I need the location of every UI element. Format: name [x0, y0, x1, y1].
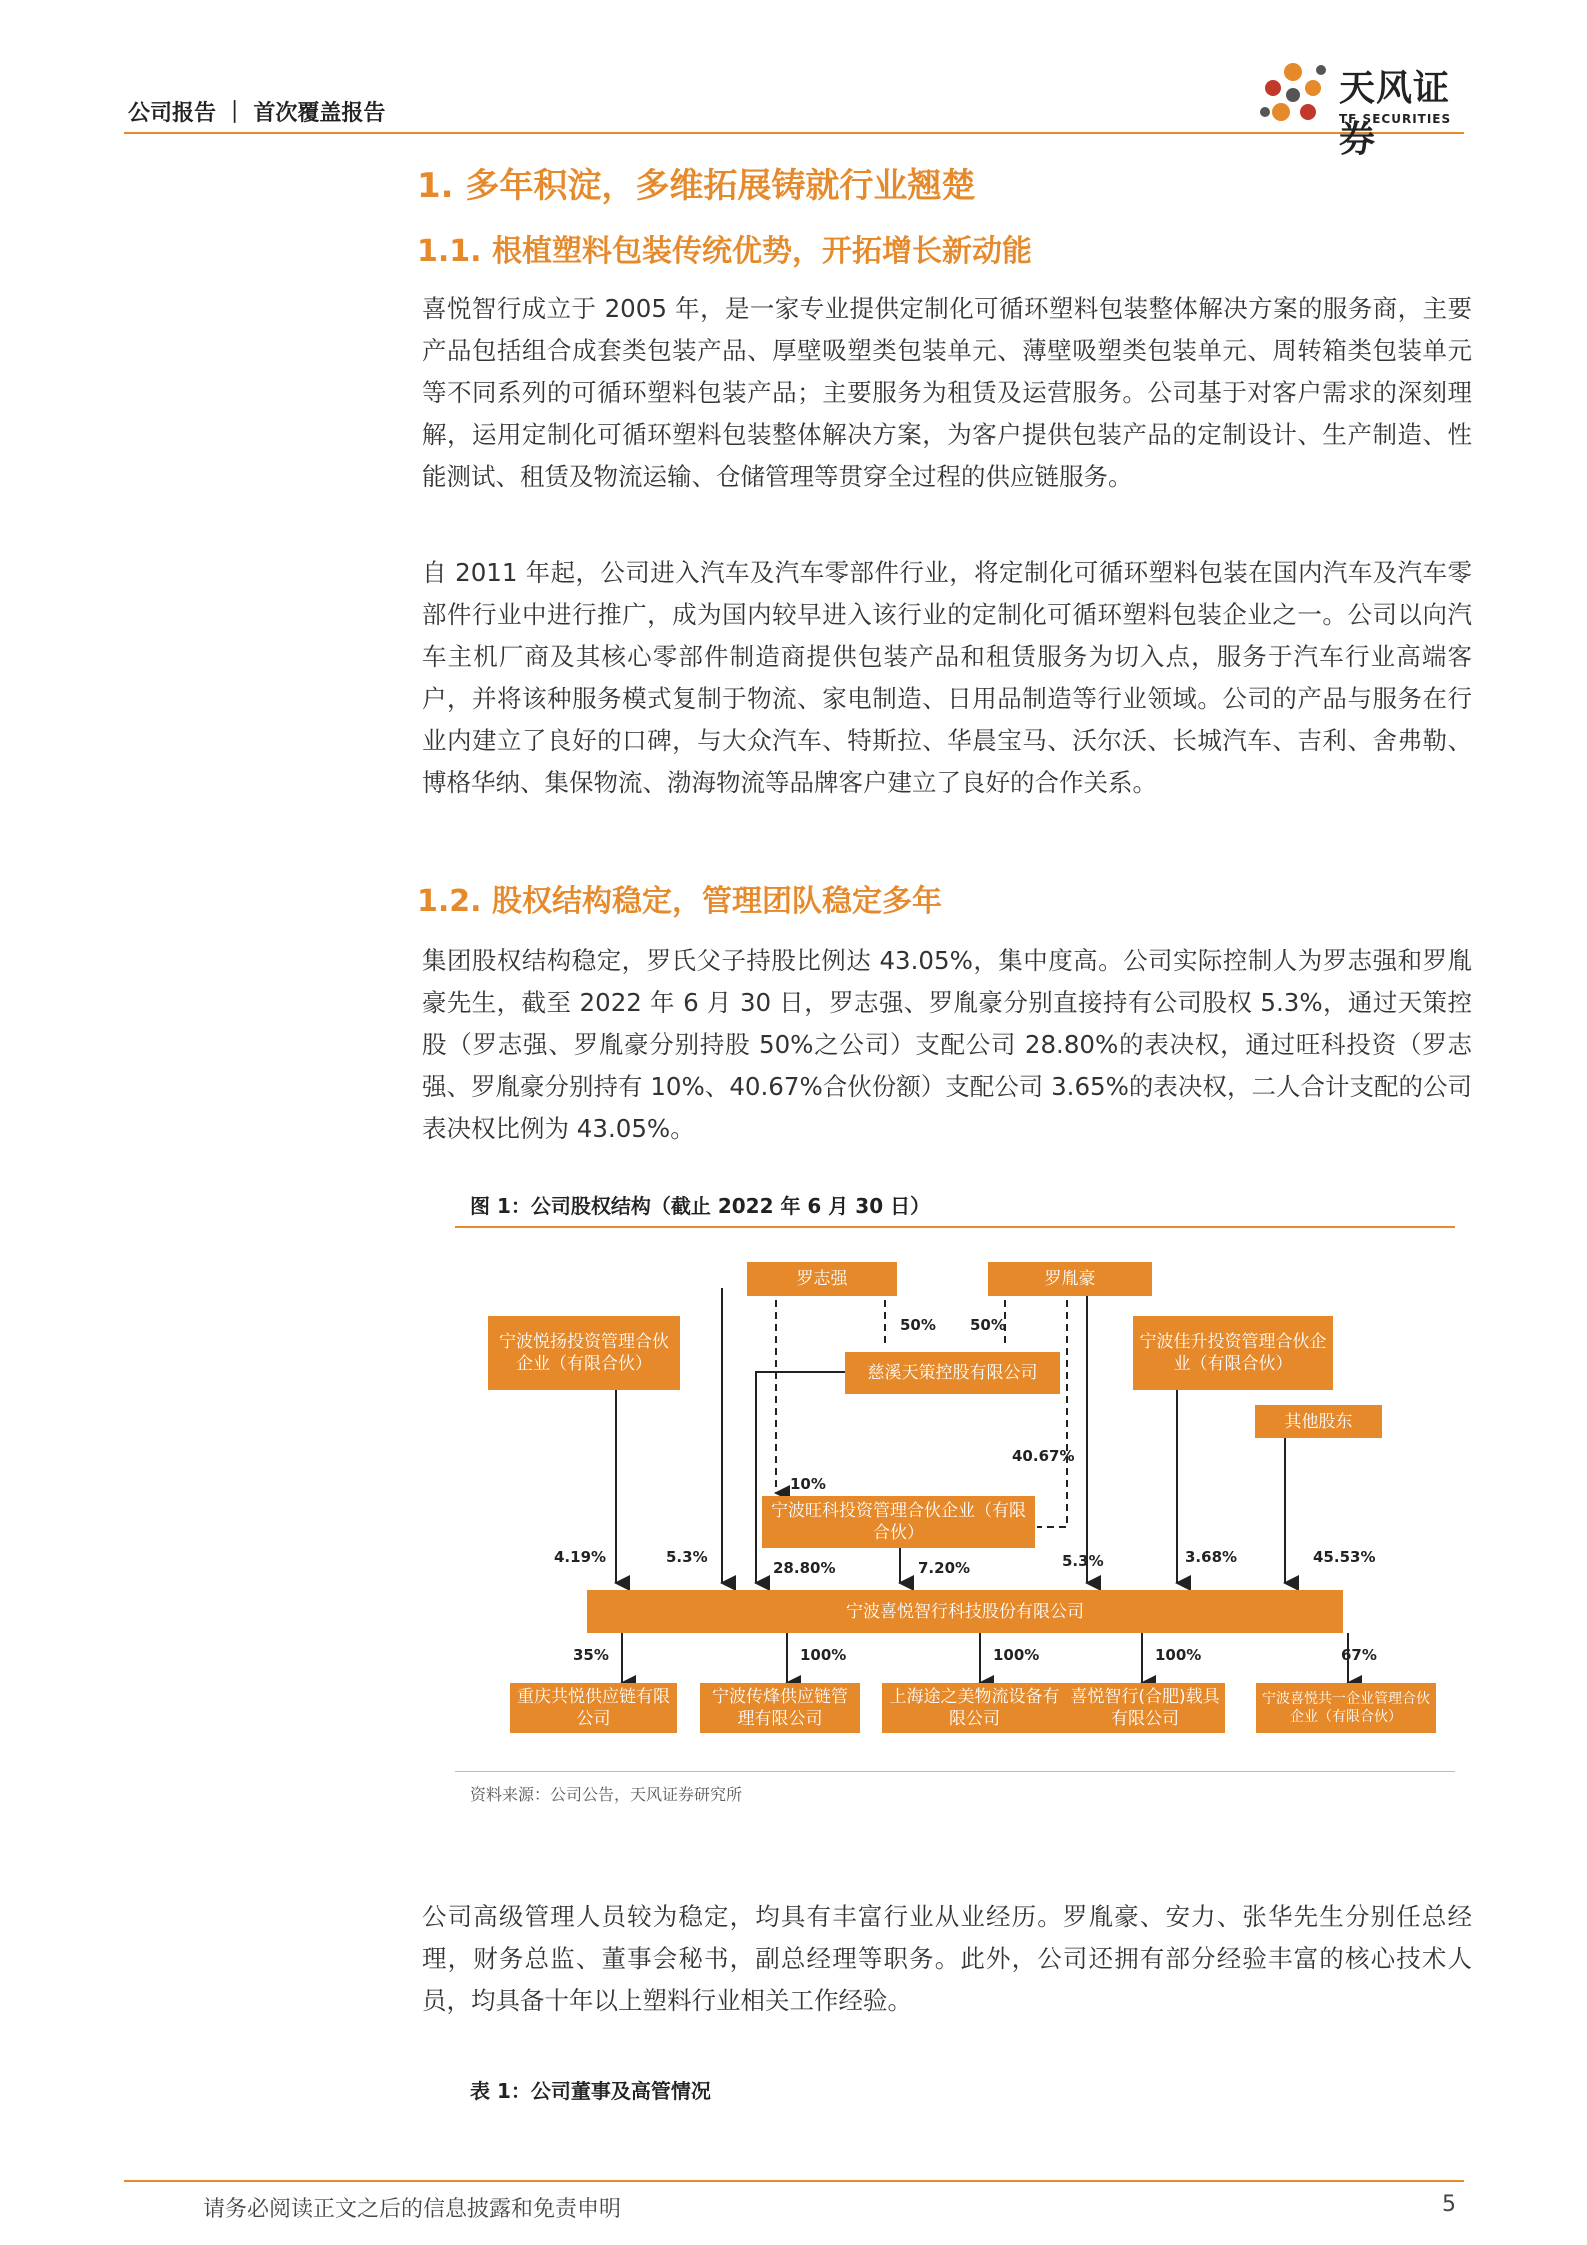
footer-divider: [124, 2180, 1464, 2182]
pct-tiance-luozq: 50%: [900, 1316, 936, 1334]
footer-disclaimer: 请务必阅读正文之后的信息披露和免责申明: [203, 2197, 622, 2222]
pct-sub3: 100%: [993, 1646, 1040, 1664]
pct-luoyh-direct: 5.3%: [1062, 1552, 1104, 1570]
pct-wangke-luoyh: 40.67%: [1012, 1447, 1075, 1465]
subsection-heading-1-2: 1.2. 股权结构稳定，管理团队稳定多年: [417, 884, 942, 919]
subsidiary-ningbo-chuanfeng: 宁波传烽供应链管理有限公司: [700, 1683, 860, 1733]
subsidiary-hefei-zaiju: 喜悦智行(合肥)载具有限公司: [1065, 1683, 1225, 1733]
shareholder-ningbo-wangke: 宁波旺科投资管理合伙企业（有限合伙）: [762, 1496, 1035, 1548]
logo-english-name: TF SECURITIES: [1339, 112, 1452, 126]
report-type: 公司报告 ｜ 首次覆盖报告: [128, 101, 386, 126]
subsection-heading-1-1: 1.1. 根植塑料包装传统优势，开拓增长新动能: [417, 234, 1032, 269]
subsidiary-ningbo-gongyi: 宁波喜悦共一企业管理合伙企业（有限合伙）: [1256, 1683, 1436, 1733]
shareholder-luo-zhiqiang: 罗志强: [747, 1262, 897, 1296]
paragraph-management: 公司高级管理人员较为稳定，均具有丰富行业从业经历。罗胤豪、安力、张华先生分别任总经理，财务总监、董事会秘书，副总经理等职务。此外，公司还拥有部分经验丰富的核心技术人员，均具备十年以上塑料行业相关工作经验。: [422, 1902, 1472, 2015]
pct-yueyang: 4.19%: [554, 1548, 607, 1566]
figure-source: 资料来源：公司公告，天风证券研究所: [470, 1785, 743, 1804]
company-ningbo-xiyue: 宁波喜悦智行科技股份有限公司: [587, 1590, 1343, 1633]
pct-tiance: 28.80%: [773, 1559, 836, 1577]
pct-jiasheng: 3.68%: [1185, 1548, 1238, 1566]
pct-sub1: 35%: [573, 1646, 609, 1664]
paragraph-ownership: 集团股权结构稳定，罗氏父子持股比例达 43.05%，集中度高。公司实际控制人为罗志强和罗胤豪先生，截至 2022 年 6 月 30 日，罗志强、罗胤豪分别直接持有公司股权 5.3%，通过天策控股（罗志强、罗胤豪分别持股 50%之公司）支配公司 28.80%的表决权，通过旺科投资（罗志强、罗胤豪分别持有 10%、40.67%合伙份额）支配公司 3.65%的表决权，二人合计支配的公司表决权比例为 43.05%。: [422, 946, 1472, 1143]
shareholder-ningbo-yueyang: 宁波悦扬投资管理合伙企业（有限合伙）: [488, 1316, 680, 1390]
subsidiary-chongqing-gongyue: 重庆共悦供应链有限公司: [510, 1683, 677, 1733]
pct-sub2: 100%: [800, 1646, 847, 1664]
figure-title: 图 1：公司股权结构（截止 2022 年 6 月 30 日）: [470, 1194, 931, 1218]
pct-wangke-luozq: 10%: [790, 1475, 826, 1493]
flower-logo-icon: [1253, 50, 1333, 140]
pct-luozq-direct: 5.3%: [666, 1548, 708, 1566]
ownership-structure-diagram: [470, 1250, 1450, 1755]
paragraph-company-intro: 喜悦智行成立于 2005 年，是一家专业提供定制化可循环塑料包装整体解决方案的服务商，主要产品包括组合成套类包装产品、厚壁吸塑类包装单元、薄壁吸塑类包装单元、周转箱类包装单元等不同系列的可循环塑料包装产品；主要服务为租赁及运营服务。公司基于对客户需求的深刻理解，运用定制化可循环塑料包装整体解决方案，为客户提供包装产品的定制设计、生产制造、性能测试、租赁及物流运输、仓储管理等贯穿全过程的供应链服务。: [422, 294, 1472, 491]
shareholder-others: 其他股东: [1255, 1405, 1382, 1438]
shareholder-cixi-tiance: 慈溪天策控股有限公司: [845, 1352, 1060, 1394]
subsidiary-shanghai-tuzhimei: 上海途之美物流设备有限公司: [882, 1683, 1067, 1733]
pct-sub5: 67%: [1341, 1646, 1377, 1664]
shareholder-ningbo-jiasheng: 宁波佳升投资管理合伙企业（有限合伙）: [1133, 1316, 1333, 1390]
section-heading-1: 1. 多年积淀，多维拓展铸就行业翘楚: [417, 166, 976, 206]
page-number: 5: [1442, 2192, 1456, 2217]
figure-bottom-rule: [455, 1771, 1455, 1772]
logo-chinese-name: 天风证券: [1339, 68, 1451, 160]
tf-securities-logo: [1253, 50, 1473, 160]
pct-others: 45.53%: [1313, 1548, 1376, 1566]
paragraph-auto-industry: 自 2011 年起，公司进入汽车及汽车零部件行业，将定制化可循环塑料包装在国内汽车及汽车零部件行业中进行推广，成为国内较早进入该行业的定制化可循环塑料包装企业之一。公司以向汽车主机厂商及其核心零部件制造商提供包装产品和租赁服务为切入点，服务于汽车行业高端客户，并将该种服务模式复制于物流、家电制造、日用品制造等行业领域。公司的产品与服务在行业内建立了良好的口碑，与大众汽车、特斯拉、华晨宝马、沃尔沃、长城汽车、吉利、舍弗勒、博格华纳、集保物流、渤海物流等品牌客户建立了良好的合作关系。: [422, 558, 1472, 797]
table-title: 表 1：公司董事及高管情况: [470, 2079, 711, 2103]
pct-tiance-luoyh: 50%: [970, 1316, 1006, 1334]
pct-sub4: 100%: [1155, 1646, 1202, 1664]
figure-top-rule: [455, 1226, 1455, 1228]
shareholder-luo-yinhao: 罗胤豪: [988, 1262, 1152, 1296]
pct-wangke: 7.20%: [918, 1559, 971, 1577]
